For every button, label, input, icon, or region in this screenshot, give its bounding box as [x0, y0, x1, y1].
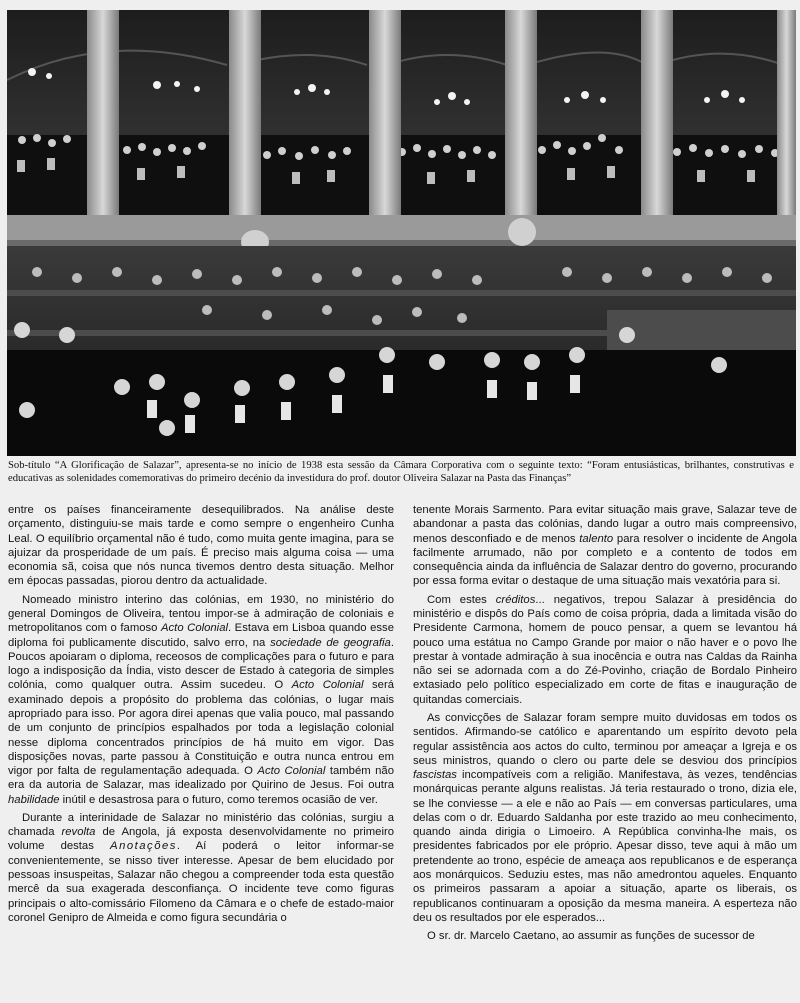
chamber-session-photo	[7, 10, 796, 456]
article-left-column	[8, 503, 394, 925]
paragraph: tenente Morais Sarmento. Para evitar situação mais grave, Salazar teve de abandonar a pasta das colónias, dando lugar a outro mais compreensivo, menos desconfiado e de menos talento para resolver o incidente de Angola facilmente arrumado, não por completo e a contento de todos em consequência ainda da influência de Salazar dentro do governo, procurando por essa forma evitar o destaque de uma situação mais vexatória para si.	[413, 504, 798, 588]
parliament-chamber-photo	[7, 10, 796, 456]
paragraph: As convicções de Salazar foram sempre muito duvidosas em todos os sentidos. Afirmando-se católico e aparentando um espírito devoto pela regular assistência aos actos do culto, terminou por ameaçar a Igreja e os seus ministros, quando o clero ou parte dele se desviou dos princípios fascistas incompatíveis com a religião. Manifestava, às vezes, tendências monárquicas perante alguns realistas. Já teria restaurado o trono, dizia ele, se lhe conviesse — a ele e não ao País — em conversas particulares, uma delas com o dr. Eduardo Saldanha por este trazido ao meu conhecimento, quando ainda dirigia o Limoeiro. A República convinha-lhe mais, os presidentes fabricados por ele próprio. Apesar disso, teve aqui à mão um pretendente ao trono, espécie de ameaça aos republicanos e de esperança aos monárquicos. Seduziu estes, mas não amedrontou aqueles. Enquanto os primeiros passaram a apoiar a situação, aparte os liberais, os republicanos continuaram a oposição da mesma maneira. A esperteza não deu os resultados por ele esperados...	[413, 711, 797, 924]
paragraph: Com estes créditos... negativos, trepou Salazar à presidência do ministério e dispôs do País como de coisa própria, dada a limitada visão do Presidente Carmona, homem de pouco pensar, a quem se levantou há pouco uma estátua no Campo Grande por maior o não haver e o povo lhe prestar à vontade admiração à sua inocência e outra nas Caldas da Rainha não sei se adornada com a do Zé-Povinho, criação de Bordalo Pinheiro extasiado pelo político especializado em corte de fitas e inauguração de quitandas comerciais.	[413, 593, 797, 706]
photo-caption: Sob-título “A Glorificação de Salazar”, apresenta-se no início de 1938 esta sessão da Câmara Corporativa com o seguinte texto: “Foram entusiásticas, brilhantes, construtivas e educativas as solenidades comemorativas do primeiro decénio da investidura do prof. doutor Oliveira Salazar na Pasta das Finanças”	[8, 460, 794, 484]
paragraph: Durante a interinidade de Salazar no ministério das colónias, surgiu a chamada revolta de Angola, já exposta desenvolvidamente no primeiro volume destas Anotações. Aí poderá o leitor informar-se convenientemente, se nisso tiver interesse. Apesar de bem elucidado por pessoas insuspeitas, Salazar não chegou a compreender toda esta questão mercê da sua exagerada desconfiança. O incidente teve como figuras principais o alto-comissário Filomeno da Câmara e o chefe de estado-maior coronel Genipro de Almeida e como figura secundária o	[8, 811, 394, 924]
paragraph: Nomeado ministro interino das colónias, em 1930, no ministério do general Domingos de Oliveira, tentou impor-se à admiração de coloniais e metropolitanos com o famoso Acto Colonial. Estava em Lisboa quando esse diploma foi publicamente discutido, salvo erro, na sociedade de geografia. Poucos apoiaram o diploma, receosos de complicações para o futuro e para logo a indisposição da Índia, visto descer de Estado à categoria de simples colónia, como qualquer outra. Assim sucedeu. O Acto Colonial será examinado depois a propósito do problema das colónias, o lugar mais apropriado para isso. Por agora direi apenas que valia pouco, mal passando de um conjunto de princípios espalhados por toda a legislação colonial nesse diploma concentrados princípios de há muito em vigor. Das disposições novas, parte passou à Constituição e outra nunca entrou em vigor por falta de regulamentação adequada. O Acto Colonial também não era da autoria de Salazar, mas idealizado por Quirino de Jesus. Foi outra habilidade inútil e desastrosa para o futuro, como teremos ocasião de ver.	[8, 593, 394, 806]
paragraph: O sr. dr. Marcelo Caetano, ao assumir as funções de sucessor de	[427, 930, 755, 943]
paragraph: entre os países financeiramente desequilibrados. Na análise deste orçamento, distinguiu-se mais tarde e como sempre o engenheiro Cunha Leal. O equilíbrio orçamental não é tudo, como muita gente imagina, para se ajuizar da prosperidade de um país. É preciso mais alguma coisa — uma economia sã, coisa que nós nunca tivemos dentro desta situação. Melhor em épocas passadas, piorou dentro da actualidade.	[8, 504, 394, 588]
article-right-column	[413, 503, 797, 943]
